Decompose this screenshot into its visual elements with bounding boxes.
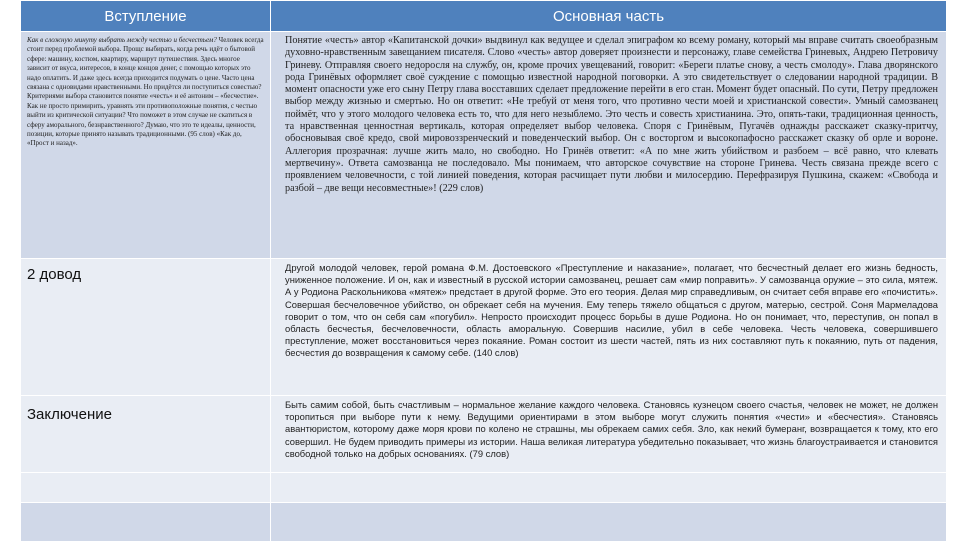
conclusion-cell bbox=[271, 396, 947, 473]
header-main-part: Основная часть bbox=[271, 1, 947, 32]
empty-cell bbox=[271, 503, 947, 542]
header-introduction: Вступление bbox=[21, 1, 271, 32]
second-argument-text: Другой молодой человек, герой романа Ф.М. Достоевского «Преступление и наказание», полагает, что бесчестный делает его жизнь бедность, униженное положение. И он, как и известный в русской истории самозванец, решает сам «мир поправить». У самозванца оружие – это сила, мятеж. А у Родиона Раскольникова «мятеж» предстает в другой форме. Это его теория. Делая мир справедливым, он считает себя вправе его «почистить». Совершая бесчеловечное убийство, он обрекает себя на мучения. Ему теперь тяжело общаться с другом, матерью, сестрой. Соня Мармеладова говорит о том, что он себя сам «погубил». Непросто происходит процесс борьбы в душе Родиона. Но он понимает, что, переступив, он попал в область бесчестья, бесчеловечности, область аморальную. Совершив насилие, убил в себе человека. Честь человека, совершившего преступление, может восстановиться через покаяние. Роман состоит из шести частей, пять из них составляют путь к покаянию, путь от падения, бесчестия до возвращения к самому себе. (140 слов) bbox=[285, 262, 938, 359]
main-argument-cell bbox=[271, 32, 947, 259]
empty-row bbox=[21, 503, 947, 542]
conclusion-label-cell bbox=[21, 396, 271, 473]
second-argument-label-cell bbox=[21, 259, 271, 396]
second-argument-cell bbox=[271, 259, 947, 396]
table-row bbox=[21, 259, 947, 396]
table-row bbox=[21, 396, 947, 473]
header-row bbox=[21, 1, 947, 32]
introduction-cell bbox=[21, 32, 271, 259]
table-row bbox=[21, 32, 947, 259]
introduction-text: Человек всегда стоит перед проблемой выбора. Прощс выбирать, когда речь идёт о бытовой сфере: машину, костюм, квартиру, маршрут путешествия. Здесь многое зависит от вкуса, интересов, в конце концов денег, с помощью которых это надо оплатить. И даже здесь всегда приходится подумать о цене. Часто цена связана с одновидами нравственными. Но придётся ли поступиться совестью? Критериями выбора становится понятие «честь» и её антоним – «бесчестие». Как не просто примирить, уравнять эти противоположные понятия, с честью выйти из критической ситуации? Что поможет в этом случае не скатиться в сферу аморального, безнравственного? Думаю, что это те идеалы, ценности, позиции, которые принято называть традиционными. (95 слов) «Как до, «Прост и назад». bbox=[27, 36, 264, 148]
second-argument-label: 2 довод bbox=[27, 266, 82, 283]
introduction-question: Как в сложную минуту выбрать между честью и бесчестьем? bbox=[27, 36, 217, 44]
essay-table-container bbox=[20, 0, 946, 540]
conclusion-text: Быть самим собой, быть счастливым – нормальное желание каждого человека. Становясь кузнецом своего счастья, человек не может, не должен торопиться при выборе пути к нему. Ведущими ориентирами в этом выборе могут служить понятия «чести» и «бесчестия». Становясь авантюристом, которому даже моря крови по колено не страшны, мы обрекаем самих себя. Зло, как некий бумеранг, возвращается к тому, кто его совершил. Не будем приводить примеры из истории. Наша великая литература убедительно показывает, что жизнь благоустраивается и становится свободной только на добрых основаниях. (79 слов) bbox=[285, 399, 938, 459]
empty-cell bbox=[21, 473, 271, 503]
essay-table bbox=[20, 0, 947, 542]
conclusion-label: Заключение bbox=[27, 406, 112, 423]
main-argument-text: Понятие «честь» автор «Капитанской дочки» выдвинул как ведущее и сделал эпиграфом ко всему роману, который мы вправе считать своеобразным духовно-нравственным завещанием писателя. Слово «честь» автор доверяет произнести и персонажу, главе семейства Гриневых, Андрею Петровичу Гриневу. Отправляя своего недоросля на службу, он, кроме прочих увещеваний, говорит: «Береги платье снову, а честь смолоду». Глава дворянского рода Гринёвых оформляет своё суждение с помощью известной народной поговорки. А это свидетельствует о следовании народной традиции. В момент опасности уже его сыну Петру глава восставших сделает предложение перейти в его стан. Момент будет опасный. По сути, Петру предложен выбор между жизнью и смертью. Но он ответит: «Не требуй от меня того, что противно чести моей и христианской совести». Умный самозванец поймёт, что у этого молодого человека есть то, что для него незыблемо. Это честь и совесть христианина. Это, опять-таки, традиционная ценность, та нравственная ценностная вертикаль, которая определяет выбор человека. Споря с Гринёвым, Пугачёв однажды расскажет сказку-притчу, обосновывая своё кредо, свой мировоззренческий и поведенческий выбор. Он с восторгом и высокопафосно расскажет сказку об орле и вороне. Аллегория прозрачная: лучше жить мало, но свободно. Но Гринёв ответит: «А по мне жить убийством и разбоем – всё равно, что клевать мертвечину». Ответа самозванца не последовало. Мы понимаем, что авторское сочувствие на стороне Гринева. Честь связана прежде всего с проявлением человечности, с той линией поведения, которая расчищает пути любви и милосердию. Перефразируя Пушкина, скажем: «Свобода и разбой – две вещи несовместные»! (229 слов) bbox=[285, 35, 938, 194]
empty-row bbox=[21, 473, 947, 503]
empty-cell bbox=[21, 503, 271, 542]
empty-cell bbox=[271, 473, 947, 503]
